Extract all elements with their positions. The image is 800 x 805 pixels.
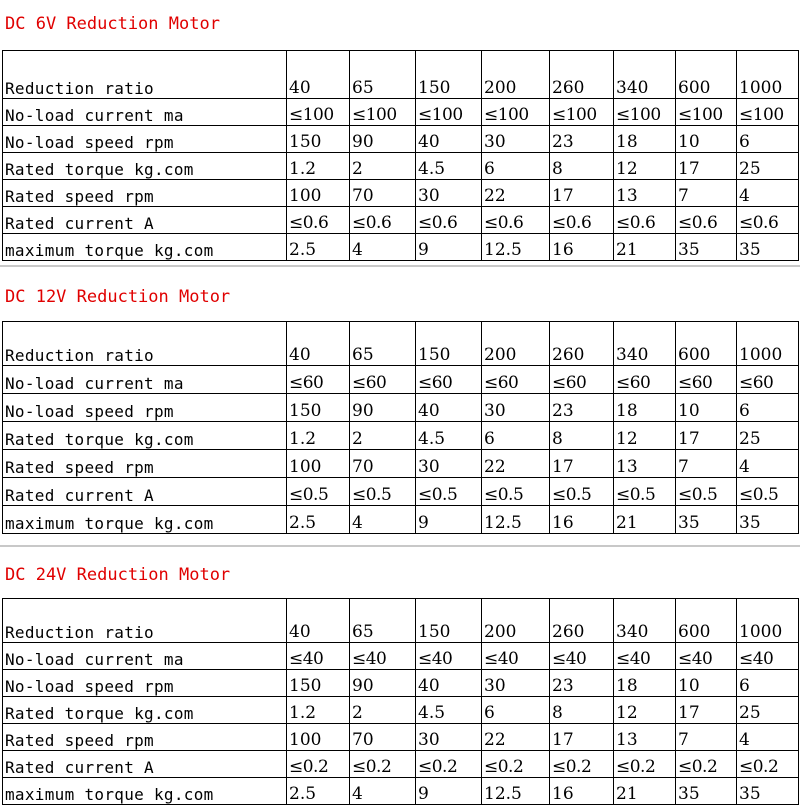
- table-cell: 8: [550, 153, 614, 180]
- table-cell: 4.5: [416, 697, 482, 724]
- table-cell: 260: [550, 322, 614, 366]
- table-cell: 150: [416, 322, 482, 366]
- table-cell: ≤100: [416, 99, 482, 126]
- table-cell: ≤0.2: [482, 751, 550, 778]
- table-cell: 1.2: [287, 153, 350, 180]
- table-cell: 18: [614, 126, 676, 153]
- table-cell: ≤100: [737, 99, 799, 126]
- table-cell: ≤0.2: [350, 751, 416, 778]
- row-label: No-load current ma: [3, 99, 287, 126]
- row-label: No-load current ma: [3, 643, 287, 670]
- spec-table-6v: [2, 50, 799, 261]
- row-label: maximum torque kg.com: [3, 778, 287, 805]
- table-cell: 18: [614, 670, 676, 697]
- table-cell: 2.5: [287, 234, 350, 261]
- table-cell: 13: [614, 724, 676, 751]
- table-cell: 35: [737, 506, 799, 534]
- table-row: [3, 422, 799, 450]
- table-cell: 600: [676, 322, 737, 366]
- table-cell: 12.5: [482, 506, 550, 534]
- table-cell: 2.5: [287, 778, 350, 805]
- table-cell: 100: [287, 724, 350, 751]
- table-cell: 340: [614, 322, 676, 366]
- table-cell: 9: [416, 778, 482, 805]
- table-cell: 4: [737, 450, 799, 478]
- table-cell: 12: [614, 697, 676, 724]
- table-cell: ≤40: [287, 643, 350, 670]
- table-cell: 25: [737, 153, 799, 180]
- table-cell: ≤100: [350, 99, 416, 126]
- table-cell: 9: [416, 234, 482, 261]
- table-cell: 17: [676, 153, 737, 180]
- table-cell: ≤0.5: [416, 478, 482, 506]
- spec-table-12v: [2, 321, 799, 534]
- table-cell: 13: [614, 450, 676, 478]
- table-cell: 260: [550, 51, 614, 99]
- table-cell: ≤60: [350, 366, 416, 394]
- table-cell: ≤60: [416, 366, 482, 394]
- table-cell: 70: [350, 180, 416, 207]
- table-row: [3, 670, 799, 697]
- table-cell: ≤60: [737, 366, 799, 394]
- table-cell: 10: [676, 670, 737, 697]
- row-label: Rated torque kg.com: [3, 697, 287, 724]
- table-row: [3, 153, 799, 180]
- table-cell: ≤0.2: [416, 751, 482, 778]
- table-cell: ≤40: [737, 643, 799, 670]
- table-cell: 35: [737, 234, 799, 261]
- table-cell: 23: [550, 126, 614, 153]
- table-row: [3, 697, 799, 724]
- table-cell: 150: [416, 599, 482, 643]
- table-cell: 90: [350, 670, 416, 697]
- table-cell: 1.2: [287, 422, 350, 450]
- table-cell: 16: [550, 778, 614, 805]
- table-cell: 65: [350, 51, 416, 99]
- table-cell: ≤0.6: [350, 207, 416, 234]
- table-cell: 1000: [737, 599, 799, 643]
- table-cell: ≤0.2: [287, 751, 350, 778]
- table-cell: ≤0.2: [550, 751, 614, 778]
- table-cell: ≤60: [550, 366, 614, 394]
- table-cell: 340: [614, 599, 676, 643]
- table-cell: ≤0.5: [737, 478, 799, 506]
- section-title-24v: [0, 545, 800, 598]
- table-cell: 4.5: [416, 153, 482, 180]
- table-cell: ≤40: [550, 643, 614, 670]
- table-cell: 10: [676, 126, 737, 153]
- table-cell: ≤100: [614, 99, 676, 126]
- table-cell: 1000: [737, 51, 799, 99]
- table-cell: 30: [416, 180, 482, 207]
- table-cell: 17: [550, 180, 614, 207]
- table-cell: 2: [350, 153, 416, 180]
- table-row: [3, 51, 799, 99]
- table-cell: ≤0.5: [614, 478, 676, 506]
- table-cell: ≤40: [676, 643, 737, 670]
- table-cell: 40: [416, 394, 482, 422]
- section-title-text: DC 24V Reduction Motor: [5, 565, 231, 585]
- table-cell: ≤0.6: [676, 207, 737, 234]
- table-cell: 260: [550, 599, 614, 643]
- table-row: [3, 506, 799, 534]
- table-cell: ≤100: [550, 99, 614, 126]
- table-cell: 16: [550, 506, 614, 534]
- table-cell: 9: [416, 506, 482, 534]
- table-cell: 17: [550, 450, 614, 478]
- table-cell: 17: [676, 422, 737, 450]
- table-cell: 10: [676, 394, 737, 422]
- table-cell: ≤40: [482, 643, 550, 670]
- table-cell: 70: [350, 450, 416, 478]
- table-cell: ≤0.5: [287, 478, 350, 506]
- row-label: Reduction ratio: [3, 599, 287, 643]
- section-title-6v: [0, 0, 800, 48]
- table-cell: ≤40: [350, 643, 416, 670]
- table-cell: 8: [550, 697, 614, 724]
- table-cell: 4.5: [416, 422, 482, 450]
- row-label: Rated speed rpm: [3, 724, 287, 751]
- table-row: [3, 643, 799, 670]
- table-cell: 600: [676, 599, 737, 643]
- table-cell: 17: [676, 697, 737, 724]
- table-cell: ≤100: [676, 99, 737, 126]
- table-cell: 150: [287, 394, 350, 422]
- table-cell: ≤0.5: [676, 478, 737, 506]
- table-cell: 4: [737, 180, 799, 207]
- table-row: [3, 778, 799, 805]
- table-cell: 4: [350, 778, 416, 805]
- table-cell: 12: [614, 153, 676, 180]
- table-cell: 6: [737, 126, 799, 153]
- table-cell: ≤60: [287, 366, 350, 394]
- table-cell: 21: [614, 506, 676, 534]
- table-cell: 200: [482, 51, 550, 99]
- row-label: Rated current A: [3, 751, 287, 778]
- table-cell: ≤0.2: [737, 751, 799, 778]
- table-cell: 25: [737, 422, 799, 450]
- table-cell: ≤0.6: [614, 207, 676, 234]
- table-cell: 100: [287, 180, 350, 207]
- table-cell: 35: [737, 778, 799, 805]
- section-title-text: DC 6V Reduction Motor: [5, 14, 220, 34]
- row-label: No-load speed rpm: [3, 394, 287, 422]
- table-cell: 65: [350, 599, 416, 643]
- table-row: [3, 599, 799, 643]
- row-label: Reduction ratio: [3, 51, 287, 99]
- table-cell: 23: [550, 670, 614, 697]
- table-cell: 65: [350, 322, 416, 366]
- table-cell: 90: [350, 126, 416, 153]
- table-cell: 16: [550, 234, 614, 261]
- table-cell: 22: [482, 450, 550, 478]
- table-row: [3, 724, 799, 751]
- table-cell: 340: [614, 51, 676, 99]
- row-label: Reduction ratio: [3, 322, 287, 366]
- row-label: Rated speed rpm: [3, 180, 287, 207]
- table-cell: 7: [676, 180, 737, 207]
- row-label: No-load speed rpm: [3, 670, 287, 697]
- table-cell: ≤60: [614, 366, 676, 394]
- table-cell: 40: [416, 670, 482, 697]
- table-cell: 23: [550, 394, 614, 422]
- table-cell: 40: [287, 322, 350, 366]
- table-cell: 12: [614, 422, 676, 450]
- table-cell: 30: [416, 450, 482, 478]
- table-cell: 6: [482, 422, 550, 450]
- table-cell: 4: [737, 724, 799, 751]
- table-cell: ≤0.6: [482, 207, 550, 234]
- table-row: [3, 180, 799, 207]
- table-cell: ≤0.5: [550, 478, 614, 506]
- table-cell: 4: [350, 506, 416, 534]
- table-cell: 6: [482, 153, 550, 180]
- table-cell: 22: [482, 724, 550, 751]
- table-cell: 6: [737, 670, 799, 697]
- table-cell: 30: [482, 126, 550, 153]
- table-cell: 21: [614, 234, 676, 261]
- table-cell: 150: [287, 670, 350, 697]
- table-cell: 35: [676, 234, 737, 261]
- table-row: [3, 207, 799, 234]
- table-cell: 35: [676, 778, 737, 805]
- table-row: [3, 366, 799, 394]
- table-cell: ≤100: [482, 99, 550, 126]
- table-cell: ≤0.5: [482, 478, 550, 506]
- table-cell: 200: [482, 599, 550, 643]
- table-cell: 600: [676, 51, 737, 99]
- row-label: maximum torque kg.com: [3, 506, 287, 534]
- table-cell: 8: [550, 422, 614, 450]
- table-cell: ≤0.6: [737, 207, 799, 234]
- row-label: Rated torque kg.com: [3, 422, 287, 450]
- row-label: No-load speed rpm: [3, 126, 287, 153]
- table-cell: 18: [614, 394, 676, 422]
- table-cell: 30: [482, 394, 550, 422]
- table-cell: 6: [737, 394, 799, 422]
- table-cell: ≤0.5: [350, 478, 416, 506]
- table-cell: 13: [614, 180, 676, 207]
- table-cell: 40: [287, 51, 350, 99]
- table-cell: 70: [350, 724, 416, 751]
- table-cell: 12.5: [482, 778, 550, 805]
- table-cell: 90: [350, 394, 416, 422]
- table-cell: 35: [676, 506, 737, 534]
- table-cell: 30: [416, 724, 482, 751]
- table-cell: ≤0.2: [614, 751, 676, 778]
- table-row: [3, 394, 799, 422]
- table-cell: 100: [287, 450, 350, 478]
- table-cell: ≤40: [416, 643, 482, 670]
- table-cell: ≤100: [287, 99, 350, 126]
- row-label: No-load current ma: [3, 366, 287, 394]
- table-cell: 12.5: [482, 234, 550, 261]
- table-cell: 200: [482, 322, 550, 366]
- table-cell: 4: [350, 234, 416, 261]
- table-cell: ≤0.2: [676, 751, 737, 778]
- table-cell: 25: [737, 697, 799, 724]
- table-cell: ≤40: [614, 643, 676, 670]
- table-cell: 1.2: [287, 697, 350, 724]
- table-cell: ≤60: [676, 366, 737, 394]
- row-label: Rated current A: [3, 478, 287, 506]
- table-cell: 17: [550, 724, 614, 751]
- table-cell: ≤0.6: [416, 207, 482, 234]
- table-cell: 30: [482, 670, 550, 697]
- table-cell: 150: [416, 51, 482, 99]
- table-cell: 2: [350, 697, 416, 724]
- table-cell: 7: [676, 724, 737, 751]
- table-cell: ≤60: [482, 366, 550, 394]
- table-cell: 1000: [737, 322, 799, 366]
- row-label: maximum torque kg.com: [3, 234, 287, 261]
- table-row: [3, 450, 799, 478]
- row-label: Rated speed rpm: [3, 450, 287, 478]
- table-cell: 150: [287, 126, 350, 153]
- table-row: [3, 751, 799, 778]
- table-row: [3, 234, 799, 261]
- table-cell: 2: [350, 422, 416, 450]
- table-row: [3, 126, 799, 153]
- table-cell: 6: [482, 697, 550, 724]
- row-label: Rated current A: [3, 207, 287, 234]
- table-cell: 7: [676, 450, 737, 478]
- table-cell: 40: [416, 126, 482, 153]
- section-title-12v: [0, 265, 800, 321]
- table-row: [3, 322, 799, 366]
- table-cell: ≤0.6: [287, 207, 350, 234]
- table-cell: 21: [614, 778, 676, 805]
- table-row: [3, 99, 799, 126]
- table-cell: 40: [287, 599, 350, 643]
- row-label: Rated torque kg.com: [3, 153, 287, 180]
- table-cell: 22: [482, 180, 550, 207]
- table-cell: 2.5: [287, 506, 350, 534]
- table-cell: ≤0.6: [550, 207, 614, 234]
- section-title-text: DC 12V Reduction Motor: [5, 287, 231, 307]
- table-row: [3, 478, 799, 506]
- spec-table-24v: [2, 598, 799, 805]
